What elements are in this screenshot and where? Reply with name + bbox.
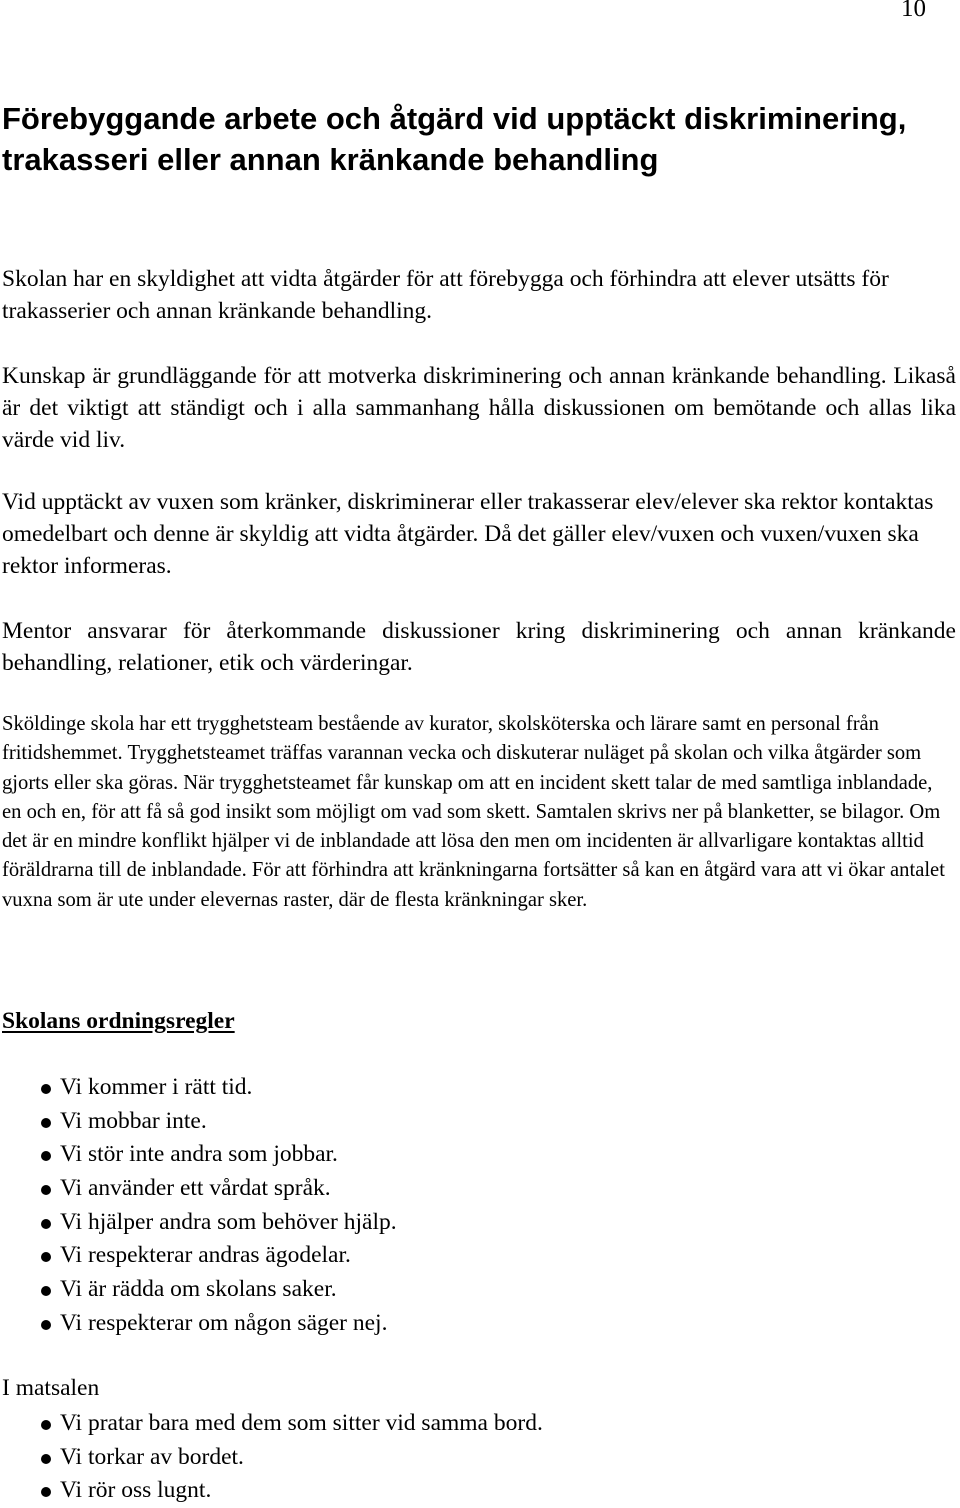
bullet-icon — [41, 1252, 51, 1262]
list-item-text: Vi respekterar om någon säger nej. — [60, 1309, 388, 1336]
paragraph-mentor: Mentor ansvarar för återkommande diskussioner kring diskriminering och annan kränkande behandling, relationer, etik och värderingar. — [2, 618, 956, 676]
list-item — [0, 1273, 397, 1307]
paragraph-knowledge: Kunskap är grundläggande för att motverka diskriminering och annan kränkande behandling. Likaså är det viktigt att ständigt och i alla sammanhang hålla diskussionen om bemötande och allas lika värde vid liv. — [2, 363, 956, 453]
list-item — [0, 1105, 397, 1139]
list-item-text: Vi är rädda om skolans saker. — [60, 1276, 337, 1303]
bullet-icon — [41, 1084, 51, 1094]
lunch-rules-list — [0, 1407, 543, 1508]
bullet-icon — [41, 1320, 51, 1330]
list-item — [0, 1172, 397, 1206]
list-item-text: Vi mobbar inte. — [60, 1107, 207, 1134]
list-item-text: Vi använder ett vårdat språk. — [60, 1175, 331, 1202]
paragraph-obligation: Skolan har en skyldighet att vidta åtgärder för att förebygga och förhindra att elever utsätts för trakasserier och annan kränkande behandling. — [2, 266, 889, 324]
bullet-icon — [41, 1118, 51, 1128]
bullet-icon — [41, 1185, 51, 1195]
bullet-icon — [41, 1286, 51, 1296]
list-item-text: Vi rör oss lugnt. — [60, 1477, 212, 1504]
list-item — [0, 1138, 397, 1172]
list-item — [0, 1307, 397, 1341]
list-item-text: Vi pratar bara med dem som sitter vid samma bord. — [60, 1410, 543, 1436]
list-item — [0, 1441, 543, 1475]
bullet-icon — [41, 1219, 51, 1229]
lunch-label: I matsalen — [2, 1375, 100, 1401]
list-item — [0, 1239, 397, 1273]
page-number: 10 — [901, 0, 926, 22]
list-item-text: Vi stör inte andra som jobbar. — [60, 1141, 338, 1168]
rules-list — [0, 1071, 397, 1341]
bullet-icon — [41, 1151, 51, 1161]
bullet-icon — [41, 1420, 51, 1430]
list-item-text: Vi hjälper andra som behöver hjälp. — [60, 1208, 397, 1235]
paragraph-safety-team: Sköldinge skola har ett trygghetsteam bestående av kurator, skolsköterska och lärare samt en personal från fritidshemmet. Trygghetsteamet träffas varannan vecka och diskuterar nuläget på skolan och vilka åtgärder som gjorts eller ska göras. När trygghetsteamet får kunskap om att en incident skett talar de med samtliga inblandade, en och en, för att få så god insikt som möjligt om vad som skett. Samtalen skrivs ner på blanketter, se bilagor. Om det är en mindre konflikt hjälper vi de inblandade att lösa den men om incidenten är allvarligare kontaktas alltid föräldrarna till de inblandade. För att förhindra att kränkningarna fortsätter så kan en åtgärd vara att vi ökar antalet vuxna som är ute under elevernas raster, där de flesta kränkningar sker. — [2, 713, 945, 911]
bullet-icon — [41, 1454, 51, 1464]
rules-heading: Skolans ordningsregler — [2, 1008, 235, 1034]
bullet-icon — [41, 1487, 51, 1497]
list-item — [0, 1071, 397, 1105]
list-item-text: Vi kommer i rätt tid. — [60, 1074, 253, 1100]
paragraph-adult-incident: Vid upptäckt av vuxen som kränker, diskriminerar eller trakasserar elev/elever ska rektor kontaktas omedelbart och denne är skyldig att vidta åtgärder. Då det gäller elev/vuxen och vuxen/vuxen ska rektor informeras. — [2, 489, 934, 579]
list-item-text: Vi torkar av bordet. — [60, 1443, 244, 1470]
list-item — [0, 1407, 543, 1441]
list-item-text: Vi respekterar andras ägodelar. — [60, 1242, 351, 1269]
list-item — [0, 1206, 397, 1240]
list-item — [0, 1474, 543, 1508]
section-heading: Förebyggande arbete och åtgärd vid upptäckt diskriminering, trakasseri eller annan kränkande behandling — [2, 101, 907, 177]
